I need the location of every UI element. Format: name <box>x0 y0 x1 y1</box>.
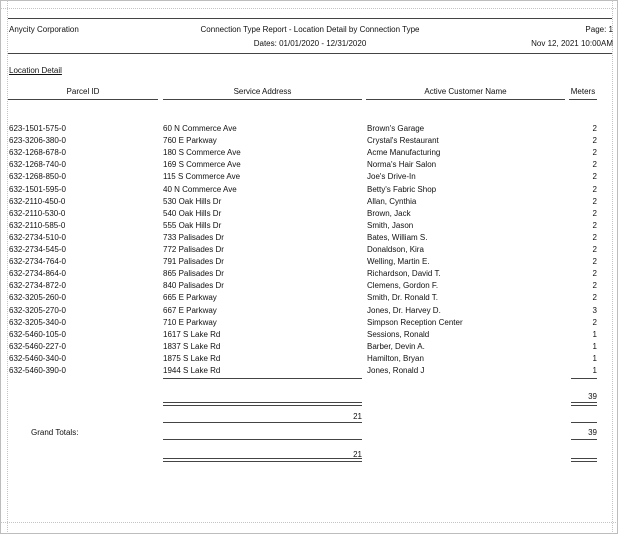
table-row <box>0 209 620 221</box>
customer-name-cell: Welling, Martin E. <box>367 257 430 267</box>
header-top-rule <box>8 18 612 19</box>
table-row <box>0 354 620 366</box>
table-row <box>0 148 620 160</box>
meters-cell: 1 <box>592 353 597 363</box>
service-address-cell: 791 Palisades Dr <box>163 257 224 267</box>
parcel-id-cell: 632-2734-764-0 <box>9 257 66 267</box>
table-row <box>0 185 620 197</box>
service-address-cell: 540 Oak Hills Dr <box>163 208 222 218</box>
service-address-cell: 60 N Commerce Ave <box>163 124 237 133</box>
service-address-cell: 555 Oak Hills Dr <box>163 220 222 230</box>
meters-cell: 2 <box>592 293 597 303</box>
customer-name-cell: Sessions, Ronald <box>367 329 430 339</box>
parcel-id-cell: 623-1501-575-0 <box>9 124 66 133</box>
table-row <box>0 136 620 148</box>
grand-totals-label: Grand Totals: <box>31 428 79 437</box>
meters-cell: 2 <box>592 148 597 158</box>
parcel-id-cell: 632-2110-585-0 <box>9 220 66 230</box>
grand-total-meters: 39 <box>588 428 597 437</box>
table-row <box>0 160 620 172</box>
meters-cell: 2 <box>592 220 597 230</box>
meters-cell: 1 <box>592 329 597 339</box>
table-row <box>0 318 620 330</box>
meters-cell: 3 <box>592 305 597 315</box>
address-subtotal-rule-2 <box>163 405 362 406</box>
address-end-rule <box>163 378 362 379</box>
customer-name-cell: Brown, Jack <box>367 208 411 218</box>
customer-name-cell: Joe's Drive-In <box>367 172 416 182</box>
parcel-id-cell: 632-5460-390-0 <box>9 366 66 375</box>
parcel-id-cell: 632-3205-340-0 <box>9 317 66 327</box>
table-row <box>0 342 620 354</box>
service-address-cell: 760 E Parkway <box>163 136 217 146</box>
address-grand-rule-1 <box>163 439 362 440</box>
customer-name-cell: Norma's Hair Salon <box>367 160 437 170</box>
meters-cell: 2 <box>592 281 597 291</box>
parcel-id-cell: 632-5460-340-0 <box>9 353 66 363</box>
address-subtotal-rule-3 <box>163 422 362 423</box>
customer-name-cell: Smith, Jason <box>367 220 414 230</box>
service-address-cell: 772 Palisades Dr <box>163 245 224 254</box>
address-grand-rule-3 <box>163 461 362 462</box>
column-header-meters: Meters <box>570 87 596 96</box>
subtotal-count: 21 <box>353 412 362 421</box>
parcel-id-cell: 632-1268-678-0 <box>9 148 66 158</box>
meters-subtotal-rule-3 <box>571 422 597 423</box>
customer-name-cell: Smith, Dr. Ronald T. <box>367 293 438 303</box>
service-address-cell: 840 Palisades Dr <box>163 281 224 291</box>
top-margin-guide <box>0 8 618 9</box>
customer-name-cell: Brown's Garage <box>367 124 425 133</box>
meters-end-rule <box>571 378 597 379</box>
customer-name-cell: Jones, Ronald J <box>367 366 425 375</box>
table-row <box>0 281 620 293</box>
parcel-id-cell: 632-5460-105-0 <box>9 329 66 339</box>
customer-name-cell: Hamilton, Bryan <box>367 353 424 363</box>
parcel-id-cell: 623-3206-380-0 <box>9 136 66 146</box>
parcel-id-cell: 632-2110-530-0 <box>9 208 66 218</box>
meters-header-rule <box>569 99 597 100</box>
table-row <box>0 306 620 318</box>
table-row <box>0 197 620 209</box>
table-row <box>0 257 620 269</box>
customer-name-cell: Barber, Devin A. <box>367 341 425 351</box>
service-address-cell: 1944 S Lake Rd <box>163 366 221 375</box>
meters-cell: 2 <box>592 245 597 254</box>
table-row <box>0 366 620 378</box>
service-address-cell: 710 E Parkway <box>163 317 217 327</box>
report-title: Connection Type Report - Location Detail by Connection Type <box>200 25 420 34</box>
meters-cell: 1 <box>592 341 597 351</box>
service-address-cell: 1837 S Lake Rd <box>163 341 221 351</box>
parcel-id-cell: 632-3205-260-0 <box>9 293 66 303</box>
parcel-id-cell: 632-2110-450-0 <box>9 196 66 206</box>
meters-cell: 2 <box>592 208 597 218</box>
service-address-cell: 667 E Parkway <box>163 305 217 315</box>
table-row <box>0 330 620 342</box>
subtotal-meters: 39 <box>588 392 597 401</box>
service-address-cell: 1875 S Lake Rd <box>163 353 221 363</box>
service-address-cell: 865 Palisades Dr <box>163 269 224 279</box>
customer-header-rule <box>366 99 565 100</box>
service-address-cell: 40 N Commerce Ave <box>163 184 237 194</box>
customer-name-cell: Bates, William S. <box>367 232 428 242</box>
grand-total-count: 21 <box>353 450 362 459</box>
table-row <box>0 124 620 136</box>
column-header-customer-name: Active Customer Name <box>424 87 507 96</box>
parcel-id-cell: 632-1268-740-0 <box>9 160 66 170</box>
meters-cell: 2 <box>592 257 597 267</box>
company-name: Anycity Corporation <box>9 25 79 34</box>
service-address-cell: 733 Palisades Dr <box>163 232 224 242</box>
parcel-id-cell: 632-3205-270-0 <box>9 305 66 315</box>
service-address-cell: 180 S Commerce Ave <box>163 148 241 158</box>
customer-name-cell: Jones, Dr. Harvey D. <box>367 305 441 315</box>
column-header-parcel-id: Parcel ID <box>66 87 100 96</box>
meters-grand-rule-3 <box>571 461 597 462</box>
meters-cell: 2 <box>592 124 597 133</box>
meters-grand-rule-2 <box>571 458 597 459</box>
section-title: Location Detail <box>9 66 62 75</box>
meters-cell: 2 <box>592 172 597 182</box>
customer-name-cell: Acme Manufacturing <box>367 148 441 158</box>
bottom-margin-guide <box>0 522 618 523</box>
report-timestamp: Nov 12, 2021 10:00AM <box>531 39 613 48</box>
address-header-rule <box>163 99 362 100</box>
table-row <box>0 245 620 257</box>
meters-cell: 2 <box>592 269 597 279</box>
parcel-id-cell: 632-1501-595-0 <box>9 184 66 194</box>
parcel-header-rule <box>8 99 158 100</box>
meters-grand-rule-1 <box>571 439 597 440</box>
customer-name-cell: Simpson Reception Center <box>367 317 463 327</box>
report-dates: Dates: 01/01/2020 - 12/31/2020 <box>253 39 367 48</box>
table-row <box>0 293 620 305</box>
meters-cell: 2 <box>592 184 597 194</box>
table-row <box>0 172 620 184</box>
table-row <box>0 233 620 245</box>
parcel-id-cell: 632-2734-545-0 <box>9 245 66 254</box>
customer-name-cell: Allan, Cynthia <box>367 196 417 206</box>
customer-name-cell: Clemens, Gordon F. <box>367 281 439 291</box>
table-row <box>0 221 620 233</box>
parcel-id-cell: 632-2734-510-0 <box>9 232 66 242</box>
service-address-cell: 1617 S Lake Rd <box>163 329 221 339</box>
parcel-id-cell: 632-2734-872-0 <box>9 281 66 291</box>
customer-name-cell: Crystal's Restaurant <box>367 136 439 146</box>
service-address-cell: 115 S Commerce Ave <box>163 172 241 182</box>
meters-subtotal-rule-2 <box>571 405 597 406</box>
parcel-id-cell: 632-1268-850-0 <box>9 172 66 182</box>
meters-cell: 2 <box>592 196 597 206</box>
header-bottom-rule <box>8 53 612 54</box>
customer-name-cell: Betty's Fabric Shop <box>367 184 437 194</box>
meters-subtotal-rule-1 <box>571 402 597 403</box>
customer-name-cell: Donaldson, Kira <box>367 245 424 254</box>
page-number: Page: 1 <box>585 25 613 34</box>
meters-cell: 2 <box>592 160 597 170</box>
service-address-cell: 665 E Parkway <box>163 293 217 303</box>
meters-cell: 2 <box>592 232 597 242</box>
parcel-id-cell: 632-2734-864-0 <box>9 269 66 279</box>
meters-cell: 1 <box>592 366 597 375</box>
parcel-id-cell: 632-5460-227-0 <box>9 341 66 351</box>
service-address-cell: 169 S Commerce Ave <box>163 160 241 170</box>
service-address-cell: 530 Oak Hills Dr <box>163 196 222 206</box>
address-grand-rule-2 <box>163 458 362 459</box>
column-header-service-address: Service Address <box>233 87 292 96</box>
table-row <box>0 269 620 281</box>
address-subtotal-rule-1 <box>163 402 362 403</box>
meters-cell: 2 <box>592 136 597 146</box>
meters-cell: 2 <box>592 317 597 327</box>
customer-name-cell: Richardson, David T. <box>367 269 441 279</box>
